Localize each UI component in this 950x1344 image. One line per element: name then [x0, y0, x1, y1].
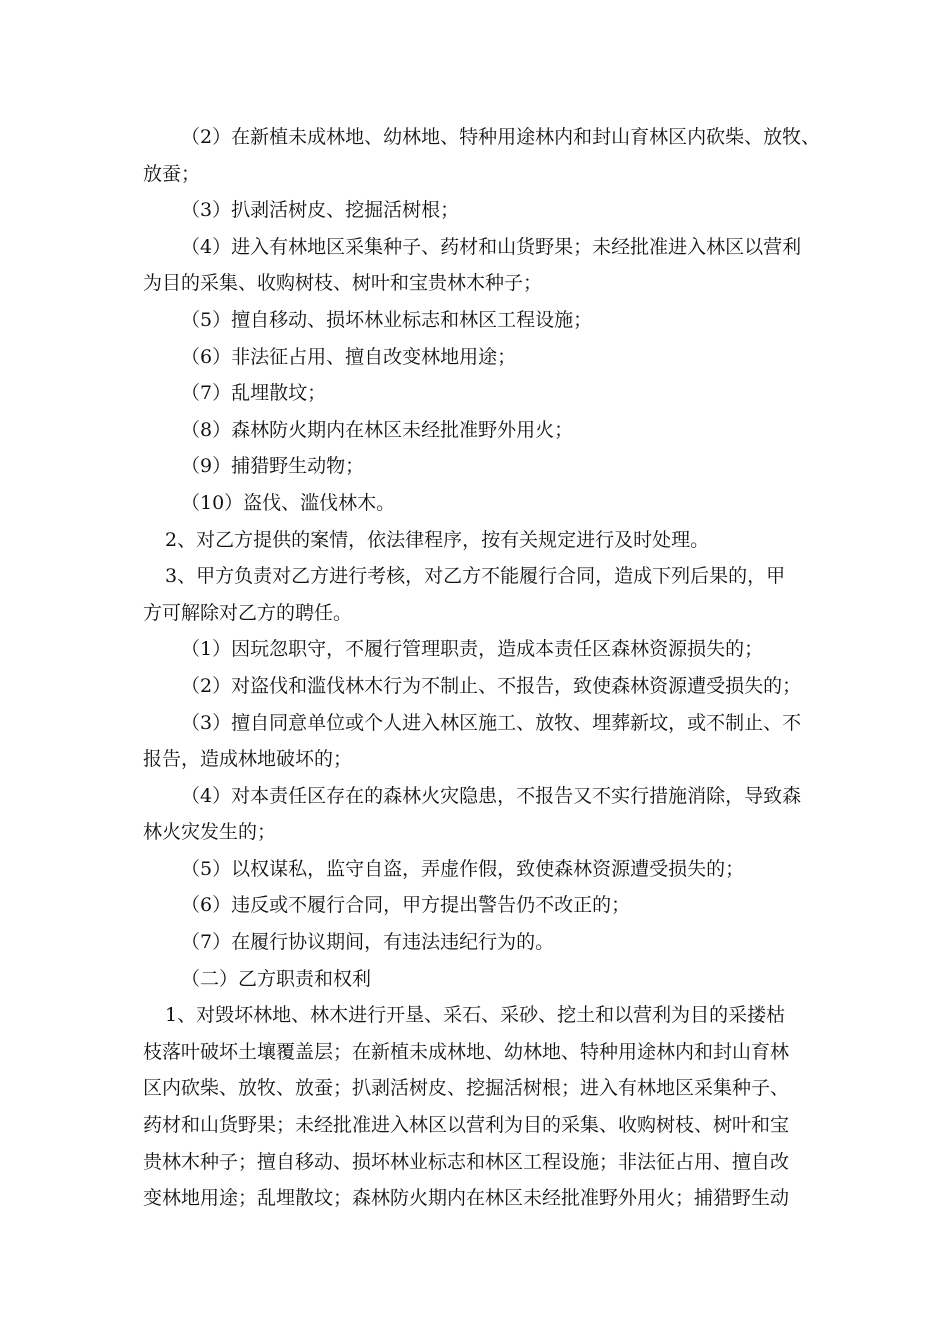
party-b-clause-1: 1、对毁坏林地、林木进行开垦、采石、采砂、挖土和以营利为目的采搂枯	[165, 1004, 786, 1027]
item-3-bark-roots: （3）扒剥活树皮、挖掘活树根；	[181, 199, 460, 222]
item-9-hunting: （9）捕猎野生动物；	[181, 455, 365, 478]
dismissal-item-4-continuation: 林火灾发生的；	[143, 821, 277, 844]
item-10-illegal-logging: （10）盗伐、滥伐林木。	[181, 491, 396, 514]
dismissal-item-6: （6）违反或不履行合同，甲方提出警告仍不改正的；	[181, 894, 631, 917]
party-b-clause-1-line-5: 贵林木种子；擅自移动、损坏林业标志和林区工程设施；非法征占用、擅自改	[143, 1150, 790, 1173]
item-8-fire-use: （8）森林防火期内在林区未经批准野外用火；	[181, 418, 574, 441]
clause-3-continuation: 方可解除对乙方的聘任。	[143, 601, 353, 624]
dismissal-item-5: （5）以权谋私，监守自盗，弄虚作假，致使森林资源遭受损失的；	[181, 857, 745, 880]
party-b-clause-1-line-4: 药材和山货野果；未经批准进入林区以营利为目的采集、收购树枝、树叶和宝	[143, 1114, 790, 1137]
dismissal-item-1: （1）因玩忽职守，不履行管理职责，造成本责任区森林资源损失的；	[181, 638, 764, 661]
item-7-graves: （7）乱埋散坟；	[181, 382, 327, 405]
dismissal-item-3: （3）擅自同意单位或个人进入林区施工、放牧、埋葬新坟，或不制止、不	[181, 711, 802, 734]
section-heading-party-b: （二）乙方职责和权利	[181, 967, 372, 990]
dismissal-item-4: （4）对本责任区存在的森林火灾隐患，不报告又不实行措施消除，导致森	[181, 784, 802, 807]
clause-2-case-handling: 2、对乙方提供的案情，依法律程序，按有关规定进行及时处理。	[165, 528, 710, 551]
item-5-signs-facilities: （5）擅自移动、损坏林业标志和林区工程设施；	[181, 308, 593, 331]
party-b-clause-1-line-6: 变林地用途；乱埋散坟；森林防火期内在林区未经批准野外用火；捕猎野生动	[143, 1187, 790, 1210]
document-body	[143, 119, 821, 1217]
clause-3-assessment: 3、甲方负责对乙方进行考核，对乙方不能履行合同，造成下列后果的，甲	[165, 565, 786, 588]
party-b-clause-1-line-2: 枝落叶破坏土壤覆盖层；在新植未成林地、幼林地、特种用途林内和封山育林	[143, 1040, 790, 1063]
item-4-seed-collection: （4）进入有林地区采集种子、药材和山货野果；未经批准进入林区以营利	[181, 235, 802, 258]
item-6-land-use: （6）非法征占用、擅自改变林地用途；	[181, 345, 517, 368]
item-2-firewood-grazing: （2）在新植未成林地、幼林地、特种用途林内和封山育林区内砍柴、放牧、	[181, 126, 821, 148]
dismissal-item-7: （7）在履行协议期间，有违法违纪行为的。	[181, 931, 555, 954]
item-4-continuation: 为目的采集、收购树枝、树叶和宝贵林木种子；	[143, 272, 543, 295]
party-b-clause-1-line-3: 区内砍柴、放牧、放蚕；扒剥活树皮、挖掘活树根；进入有林地区采集种子、	[143, 1077, 790, 1100]
dismissal-item-2: （2）对盗伐和滥伐林木行为不制止、不报告，致使森林资源遭受损失的；	[181, 674, 802, 697]
item-2-continuation: 放蚕；	[143, 162, 201, 185]
dismissal-item-3-continuation: 报告，造成林地破坏的；	[143, 748, 353, 771]
